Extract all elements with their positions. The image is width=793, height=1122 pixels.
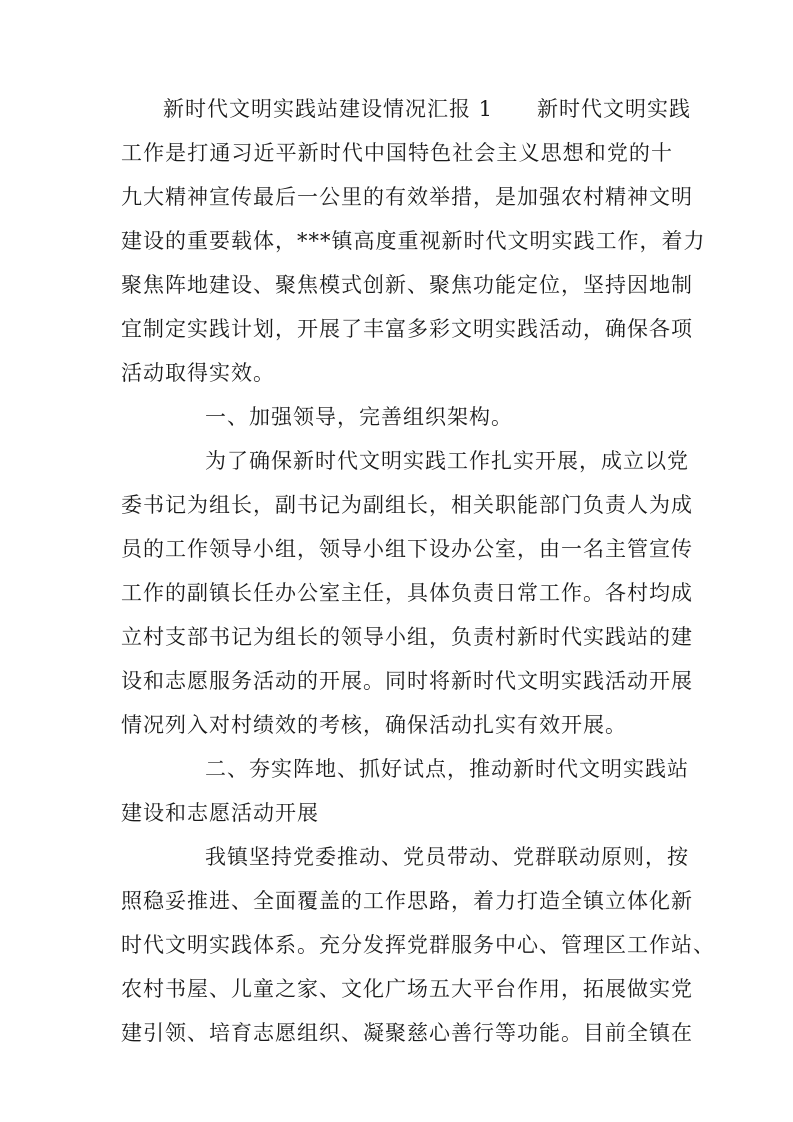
paragraph-line: 情况列入对村绩效的考核，确保活动扎实有效开展。 — [121, 713, 627, 737]
paragraph-line: 我镇坚持党委推动、党员带动、党群联动原则，按 — [205, 845, 689, 869]
paragraph-line: 建引领、培育志愿组织、凝聚慈心善行等功能。目前全镇在 — [121, 1021, 693, 1045]
paragraph-line: 委书记为组长，副书记为副组长，相关职能部门负责人为成 — [121, 493, 693, 517]
paragraph-line: 时代文明实践体系。充分发挥党群服务中心、管理区工作站、 — [121, 933, 715, 957]
paragraph-line: 工作是打通习近平新时代中国特色社会主义思想和党的十 — [121, 141, 673, 165]
section-heading-2: 二、夯实阵地、抓好试点，推动新时代文明实践站 — [205, 757, 689, 781]
paragraph-line: 农村书屋、儿童之家、文化广场五大平台作用，拓展做实党 — [121, 977, 693, 1001]
paragraph-line: 为了确保新时代文明实践工作扎实开展，成立以党 — [205, 449, 689, 473]
paragraph-line: 照稳妥推进、全面覆盖的工作思路，着力打造全镇立体化新 — [121, 889, 693, 913]
paragraph-line: 聚焦阵地建设、聚焦模式创新、聚焦功能定位，坚持因地制 — [121, 273, 693, 297]
paragraph-line: 九大精神宣传最后一公里的有效举措，是加强农村精神文明 — [121, 185, 693, 209]
paragraph-line: 员的工作领导小组，领导小组下设办公室，由一名主管宣传 — [121, 537, 693, 561]
paragraph-line: 立村支部书记为组长的领导小组，负责村新时代实践站的建 — [121, 625, 693, 649]
section-heading-2-cont: 建设和志愿活动开展 — [121, 801, 319, 825]
paragraph-line: 建设的重要载体，***镇高度重视新时代文明实践工作，着力 — [121, 229, 706, 253]
paragraph-line: 工作的副镇长任办公室主任，具体负责日常工作。各村均成 — [121, 581, 693, 605]
paragraph-line: 设和志愿服务活动的开展。同时将新时代文明实践活动开展 — [121, 669, 693, 693]
paragraph-line: 活动取得实效。 — [121, 361, 275, 385]
title-line: 新时代文明实践站建设情况汇报 1 新时代文明实践 — [163, 97, 692, 121]
section-heading-1: 一、加强领导，完善组织架构。 — [205, 405, 513, 429]
paragraph-line: 宜制定实践计划，开展了丰富多彩文明实践活动，确保各项 — [121, 317, 693, 341]
